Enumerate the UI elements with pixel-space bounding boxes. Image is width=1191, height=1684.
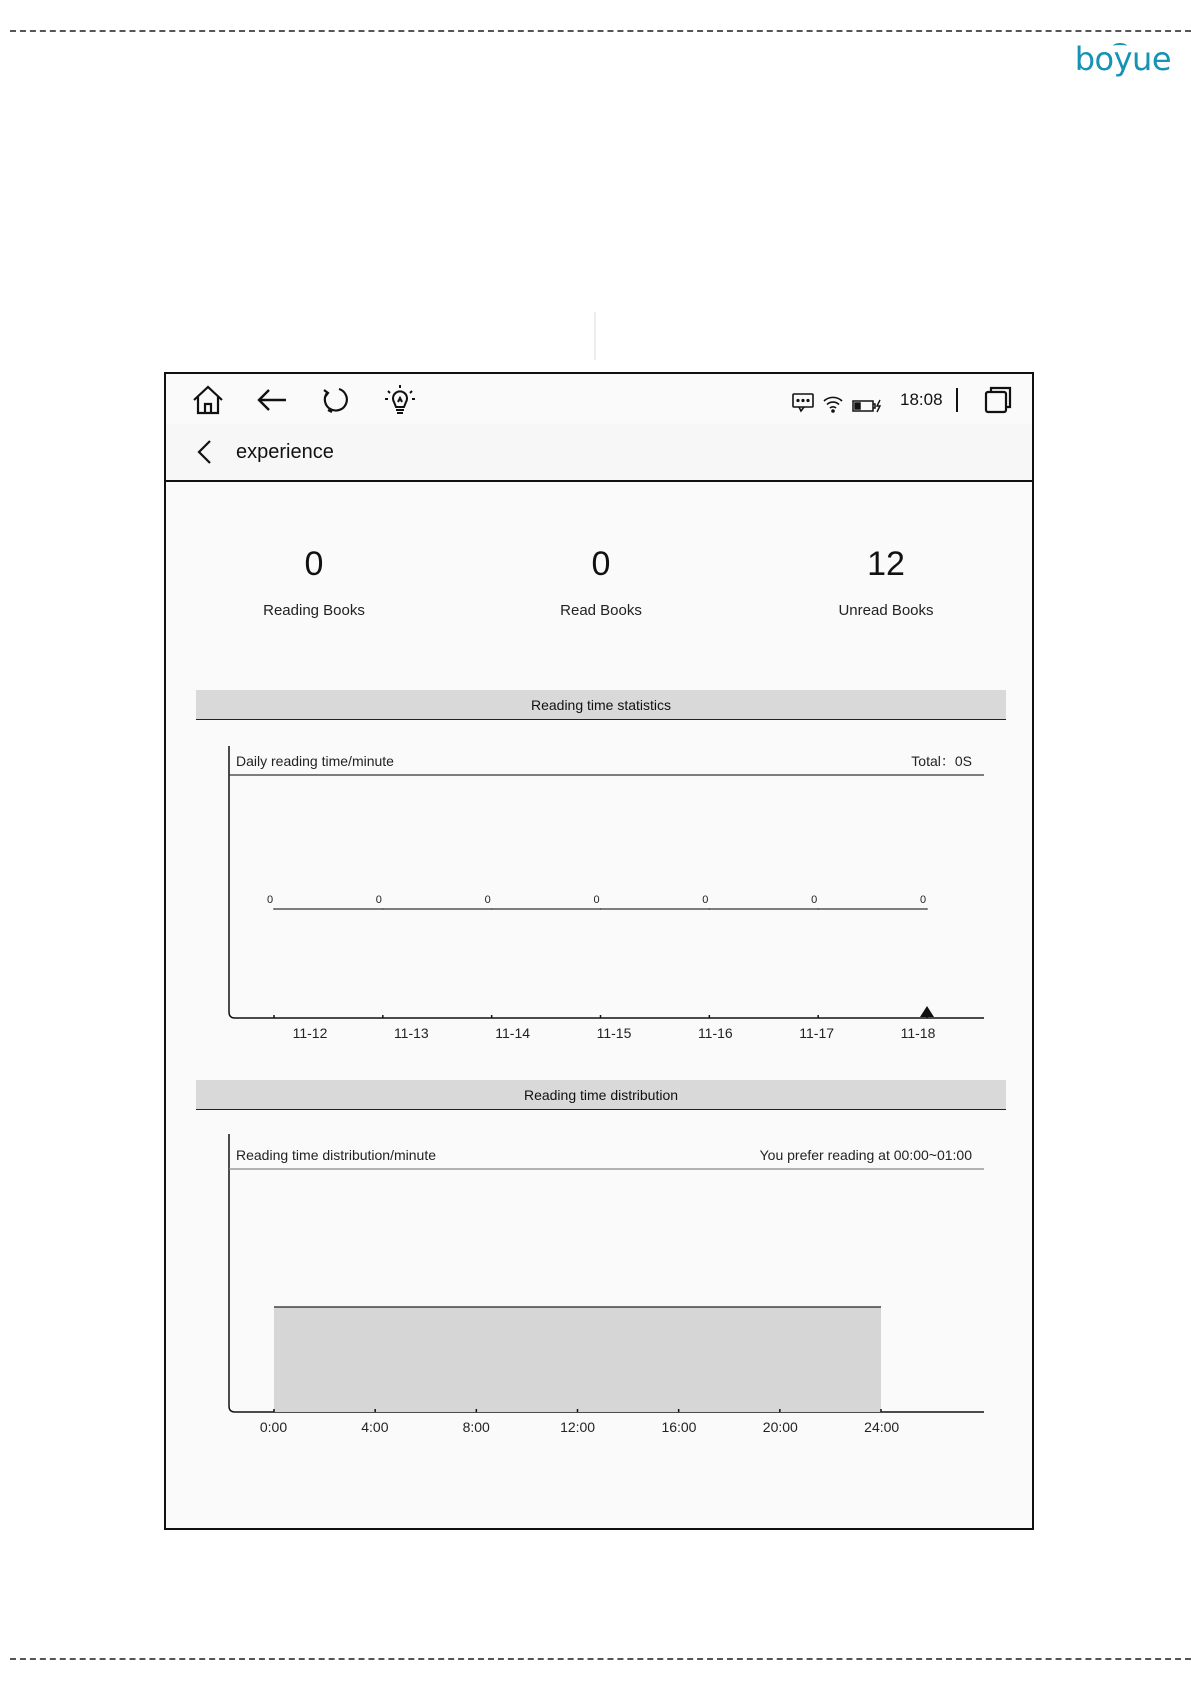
unread-books-label: Unread Books [838, 602, 934, 619]
distribution-x-tick-label: 0:00 [259, 1419, 288, 1434]
daily-chart-title: Daily reading time/minute [236, 753, 394, 769]
distribution-x-tick-label: 16:00 [661, 1419, 697, 1434]
daily-data-label: 0 [593, 894, 600, 906]
daily-x-tick-label: 11-17 [799, 1025, 835, 1041]
distribution-x-tick-label: 8:00 [462, 1419, 490, 1434]
daily-data-point [491, 908, 493, 910]
daily-data-point [817, 908, 819, 910]
header-dashed-rule [10, 30, 1191, 32]
battery-charging-icon [852, 393, 882, 419]
distribution-chart-title: Reading time distribution/minute [236, 1147, 436, 1163]
reading-books-count: 0 [304, 545, 324, 583]
recent-apps-icon[interactable] [980, 382, 1016, 418]
scan-mark [594, 312, 596, 360]
reading-time-distribution-header: Reading time distribution [196, 1080, 1006, 1110]
reading-preference-label: You prefer reading at 00:00~01:00 [759, 1147, 972, 1163]
daily-data-label: 0 [811, 894, 818, 906]
distribution-x-tick-label: 20:00 [762, 1419, 798, 1434]
daily-x-tick-label: 11-14 [495, 1025, 531, 1041]
daily-x-tick-label: 11-18 [900, 1025, 936, 1041]
daily-data-point [273, 908, 275, 910]
wifi-icon [822, 391, 844, 417]
distribution-x-tick-label: 4:00 [361, 1419, 389, 1434]
daily-total-label: Total：0S [911, 753, 972, 769]
daily-x-tick-label: 11-12 [292, 1025, 328, 1041]
daily-data-label: 0 [919, 894, 927, 906]
daily-data-label: 0 [702, 894, 709, 906]
home-icon[interactable] [190, 382, 226, 418]
daily-reading-chart [166, 746, 1032, 1056]
unread-books-count: 12 [867, 545, 905, 583]
daily-data-label: 0 [375, 894, 382, 906]
daily-x-tick-label: 11-13 [393, 1025, 429, 1041]
daily-data-point [600, 908, 602, 910]
unread-books-stat [766, 542, 1006, 619]
back-arrow-icon[interactable] [254, 382, 290, 418]
reading-books-label: Reading Books [263, 602, 365, 619]
distribution-x-tick-label: 12:00 [560, 1419, 596, 1434]
reading-time-statistics-header: Reading time statistics [196, 690, 1006, 720]
back-chevron-icon[interactable] [194, 438, 216, 466]
read-books-label: Read Books [560, 602, 642, 619]
selected-day-marker[interactable] [920, 1006, 934, 1017]
daily-x-tick-label: 11-15 [596, 1025, 632, 1041]
read-books-count: 0 [591, 545, 611, 583]
title-bar [166, 424, 1032, 482]
page-title: experience [236, 441, 334, 463]
distribution-area [274, 1307, 881, 1412]
daily-data-point [926, 908, 928, 910]
status-divider [956, 388, 958, 412]
footer-dashed-rule [10, 1658, 1191, 1660]
daily-data-point [709, 908, 711, 910]
notification-icon [792, 390, 814, 416]
status-time: 18:08 [900, 390, 943, 409]
reading-books-stat [194, 542, 434, 619]
read-books-stat [481, 542, 721, 619]
reading-distribution-chart [166, 1134, 1032, 1434]
daily-data-point [382, 908, 384, 910]
daily-x-tick-label: 11-16 [697, 1025, 733, 1041]
daily-data-label: 0 [266, 894, 274, 906]
brand-logo: boyue [1074, 40, 1171, 78]
distribution-x-tick-label: 24:00 [864, 1419, 900, 1434]
refresh-icon[interactable] [318, 382, 354, 418]
daily-data-label: 0 [484, 894, 491, 906]
frontlight-icon[interactable] [382, 382, 418, 418]
device-screen [164, 372, 1034, 1530]
status-bar [166, 374, 1032, 424]
